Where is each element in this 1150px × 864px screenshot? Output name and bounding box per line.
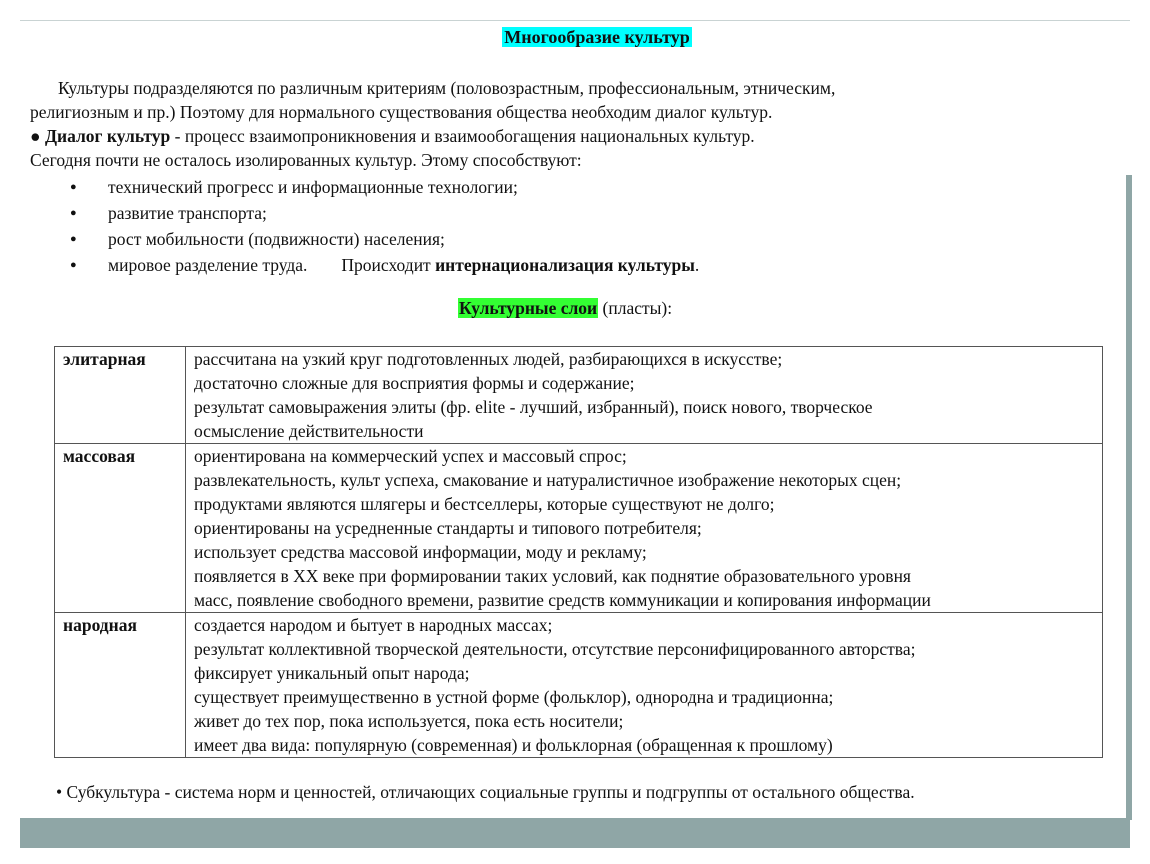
intro-line-4: Сегодня почти не осталось изолированных культур. Этому способствуют: — [30, 150, 582, 170]
layer-name: элитарная — [55, 347, 186, 444]
table-row — [55, 347, 1103, 444]
table-row — [55, 444, 1103, 613]
layer-description: рассчитана на узкий круг подготовленных людей, разбирающихся в искусстве; достаточно сложные для восприятия формы и содержание; результат самовыражения элиты (фр. elite - лучший, избранный), поиск нового, творческое осмысление действительности — [186, 347, 1103, 444]
subculture-definition: • Субкультура - система норм и ценностей, отличающих социальные группы и подгруппы от остального общества. — [56, 782, 915, 802]
culture-layers-table — [54, 346, 1103, 758]
layer-description: ориентирована на коммерческий успех и массовый спрос; развлекательность, культ успеха, смакование и натуралистичное изображение некоторых сцен; продуктами являются шлягеры и бестселлеры, которые существуют не долго; ориентированы на усредненные стандарты и типового потребителя; использует средства массовой информации, моду и рекламу; появляется в XX веке при формировании таких условий, как поднятие образовательного уровня масс, появление свободного времени, развитие средств коммуникации и копирования информации — [186, 444, 1103, 613]
factors-list — [70, 174, 699, 278]
dialog-definition-text: - процесс взаимопроникновения и взаимообогащения национальных культур. — [170, 126, 755, 146]
layer-description: создается народом и бытует в народных массах; результат коллективной творческой деятельности, отсутствие персонифицированного авторства; фиксирует уникальный опыт народа; существует преимущественно в устной форме (фольклор), однородна и традиционна; живет до тех пор, пока используется, пока есть носители; имеет два вида: популярную (современная) и фольклорная (обращенная к прошлому) — [186, 613, 1103, 758]
layers-heading — [458, 298, 672, 319]
list-item: ● мировое разделение труда. Происходит интернационализация культуры. — [70, 252, 699, 278]
slide-footer-bar — [20, 818, 1130, 848]
internationalization-prefix: Происходит — [341, 255, 436, 275]
dialog-bullet: ● — [30, 126, 41, 146]
layer-name: народная — [55, 613, 186, 758]
list-item: ● рост мобильности (подвижности) населения; — [70, 226, 699, 252]
page-title — [0, 27, 1150, 48]
layer-name: массовая — [55, 444, 186, 613]
intro-line-1: Культуры подразделяются по различным критериям (половозрастным, профессиональным, этническим, — [58, 78, 836, 98]
page-title-text: Многообразие культур — [504, 27, 690, 47]
slide-right-border — [1126, 175, 1132, 820]
dialog-term: Диалог культур — [44, 126, 171, 146]
dialog-definition — [30, 124, 755, 148]
layers-heading-highlight: Культурные слои — [459, 298, 598, 318]
list-item: ● развитие транспорта; — [70, 200, 699, 226]
table-row — [55, 613, 1103, 758]
internationalization-term: интернационализация культуры — [435, 255, 695, 275]
slide-top-border — [20, 20, 1130, 21]
intro-line-2: религиозным и пр.) Поэтому для нормального существования общества необходим диалог культур. — [30, 102, 773, 122]
layers-heading-rest: (пласты): — [598, 298, 673, 318]
list-item: ● технический прогресс и информационные технологии; — [70, 174, 699, 200]
